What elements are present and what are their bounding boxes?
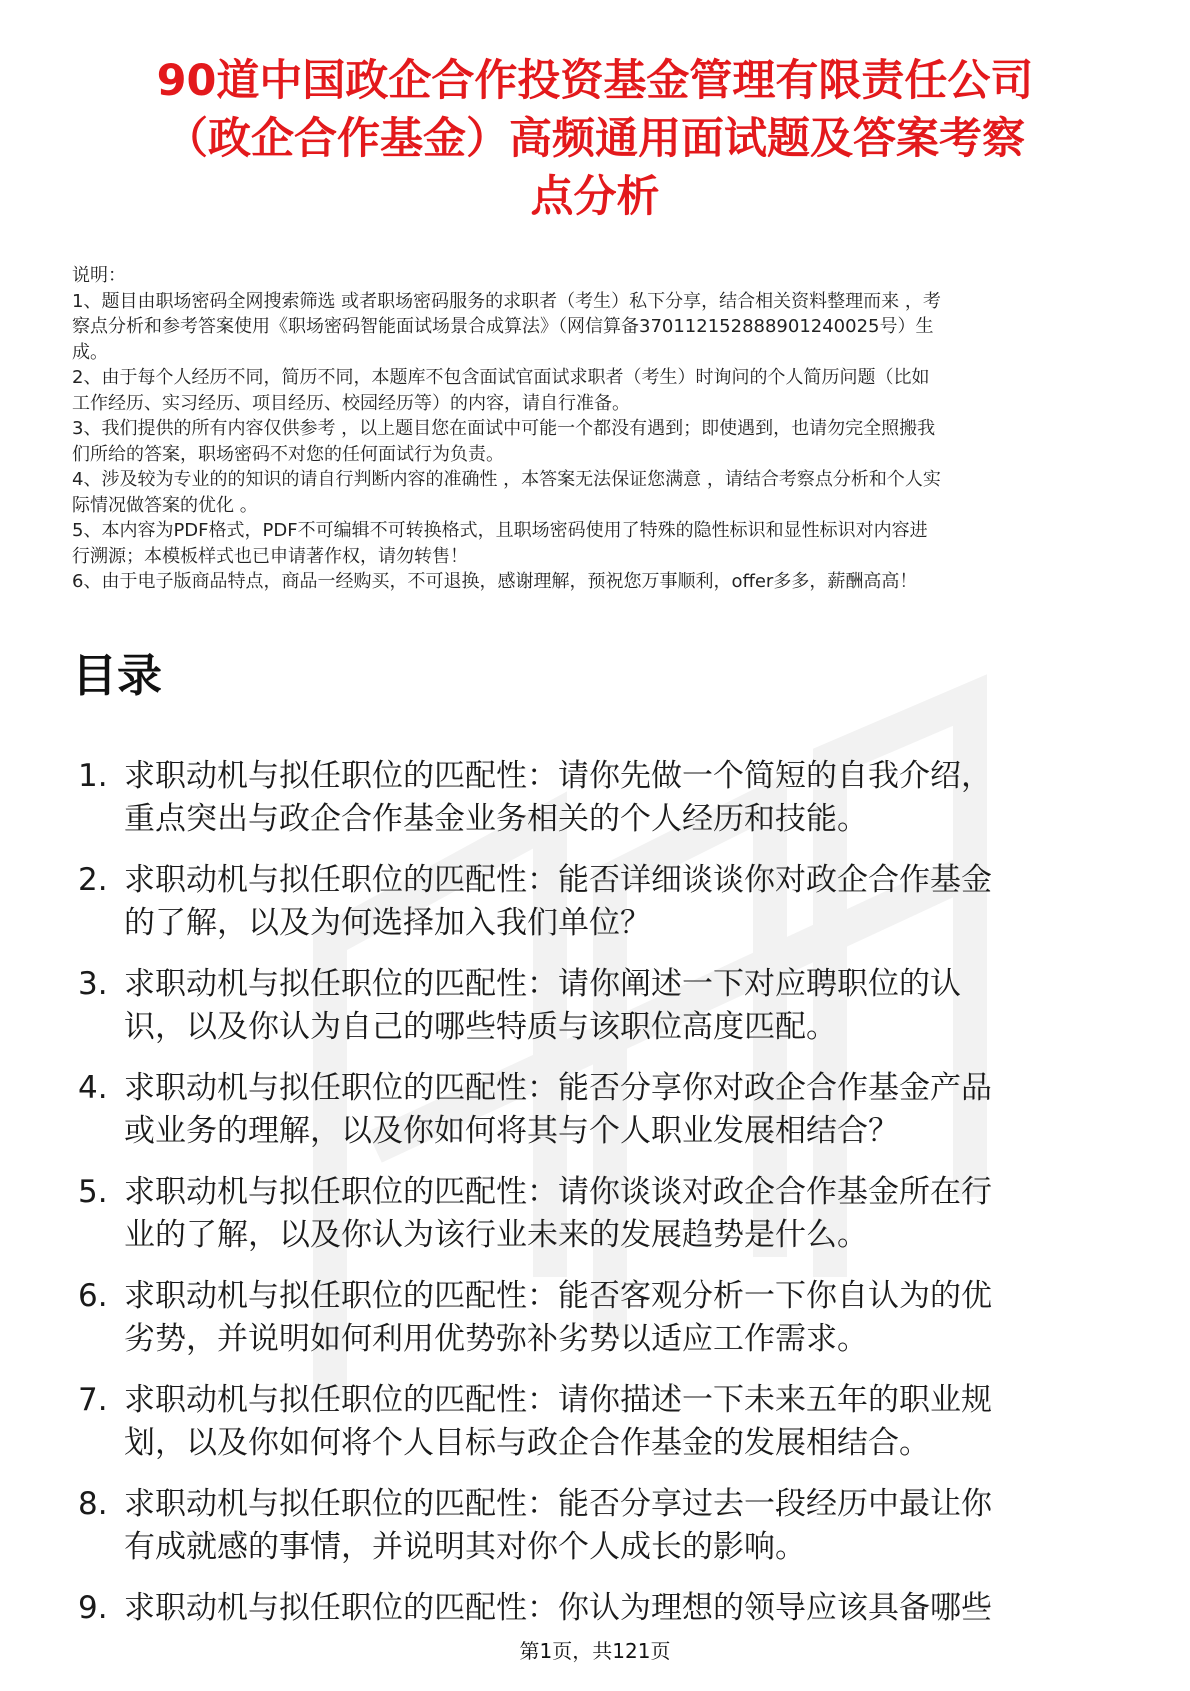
toc-list: [72, 755, 1132, 1691]
notes-line: 2、由于每个人经历不同，简历不同，本题库不包含面试官面试求职者（考生）时询问的个人简历问题（比如: [72, 367, 930, 388]
toc-item-line: 求职动机与拟任职位的匹配性：能否详细谈谈你对政企合作基金: [124, 862, 992, 898]
notes-line: 成。: [72, 341, 108, 363]
notes-line: 5、本内容为PDF格式，PDF不可编辑不可转换格式，且职场密码使用了特殊的隐性标识和显性标识对内容进: [72, 520, 928, 541]
notes-line: 4、涉及较为专业的的知识的请自行判断内容的准确性 ，本答案无法保证您满意 ，请结合考察点分析和个人实: [72, 469, 941, 490]
notes-line: 察点分析和参考答案使用《职场密码智能面试场景合成算法》（网信算备370112152888901240025号）生: [72, 316, 934, 337]
toc-item-line: 求职动机与拟任职位的匹配性：请你谈谈对政企合作基金所在行: [124, 1174, 992, 1210]
notes-line: 1、题目由职场密码全网搜索筛选 或者职场密码服务的求职者（考生）私下分享，结合相关资料整理而来 ，考: [72, 290, 941, 312]
toc-item-line: 业的了解，以及你认为该行业未来的发展趋势是什么。: [124, 1217, 868, 1253]
toc-item-line: 求职动机与拟任职位的匹配性：能否分享过去一段经历中最让你: [124, 1486, 992, 1522]
toc-item-line: 劣势，并说明如何利用优势弥补劣势以适应工作需求。: [124, 1321, 868, 1357]
toc-item-text: [124, 1587, 1134, 1630]
notes-section: [72, 263, 1122, 595]
toc-item-number: 5.: [78, 1174, 108, 1210]
toc-item-number: 1.: [78, 758, 108, 794]
notes-line: 们所给的答案，职场密码不对您的任何面试行为负责。: [72, 443, 504, 465]
toc-item-line: 求职动机与拟任职位的匹配性：请你描述一下未来五年的职业规: [124, 1382, 992, 1418]
title-line-2: （政企合作基金）高频通用面试题及答案考察: [165, 114, 1025, 164]
toc-item-text: [124, 755, 1134, 841]
notes-line: 3、我们提供的所有内容仅供参考 ，以上题目您在面试中可能一个都没有遇到；即使遇到，也请勿完全照搬我: [72, 418, 936, 439]
notes-line: 际情况做答案的优化 。: [72, 494, 258, 516]
toc-item-number: 4.: [78, 1070, 108, 1106]
toc-item[interactable]: [72, 859, 1132, 963]
notes-heading: 说明：: [72, 265, 126, 286]
notes-line: 工作经历、实习经历、项目经历、校园经历等）的内容，请自行准备。: [72, 392, 630, 414]
toc-item-line: 求职动机与拟任职位的匹配性：能否分享你对政企合作基金产品: [124, 1070, 992, 1106]
toc-item-line: 识，以及你认为自己的哪些特质与该职位高度匹配。: [124, 1009, 837, 1045]
toc-item-line: 的了解，以及为何选择加入我们单位？: [124, 905, 651, 941]
toc-item-text: [124, 1483, 1134, 1569]
toc-heading: 目录: [72, 649, 163, 702]
toc-item-line: 或业务的理解，以及你如何将其与个人职业发展相结合？: [124, 1113, 899, 1149]
toc-item-number: 2.: [78, 862, 108, 898]
notes-line: 行溯源；本模板样式也已申请著作权，请勿转售！: [72, 545, 468, 567]
toc-item[interactable]: [72, 1483, 1132, 1587]
toc-item[interactable]: [72, 963, 1132, 1067]
toc-item-line: 求职动机与拟任职位的匹配性：你认为理想的领导应该具备哪些: [124, 1590, 992, 1626]
toc-item-line: 重点突出与政企合作基金业务相关的个人经历和技能。: [124, 801, 868, 837]
toc-item-number: 7.: [78, 1382, 108, 1418]
toc-item-number: 9.: [78, 1590, 108, 1626]
toc-item[interactable]: [72, 1275, 1132, 1379]
toc-item-number: 8.: [78, 1486, 108, 1522]
toc-item-line: 求职动机与拟任职位的匹配性：请你阐述一下对应聘职位的认: [124, 966, 961, 1002]
page-footer: 第1页，共121页: [519, 1639, 671, 1663]
toc-item-text: [124, 1171, 1134, 1257]
toc-item-number: 6.: [78, 1278, 108, 1314]
title-line-3: 点分析: [530, 172, 660, 222]
document-title: [70, 52, 1120, 226]
toc-item[interactable]: [72, 1067, 1132, 1171]
toc-item-number: 3.: [78, 966, 108, 1002]
notes-line: 6、由于电子版商品特点，商品一经购买，不可退换，感谢理解，预祝您万事顺利，offer多多，薪酬高高！: [72, 571, 918, 592]
toc-item-line: 有成就感的事情，并说明其对你个人成长的影响。: [124, 1529, 806, 1565]
title-line-1: 90道中国政企合作投资基金管理有限责任公司: [156, 56, 1034, 106]
toc-item-line: 划，以及你如何将个人目标与政企合作基金的发展相结合。: [124, 1425, 930, 1461]
toc-item-text: [124, 1379, 1134, 1465]
toc-item[interactable]: [72, 1379, 1132, 1483]
toc-item[interactable]: [72, 755, 1132, 859]
toc-item-line: 求职动机与拟任职位的匹配性：请你先做一个简短的自我介绍，: [124, 758, 992, 794]
toc-item-line: 求职动机与拟任职位的匹配性：能否客观分析一下你自认为的优: [124, 1278, 992, 1314]
toc-item-text: [124, 1067, 1134, 1153]
toc-item-text: [124, 1275, 1134, 1361]
toc-item-text: [124, 859, 1134, 945]
toc-item[interactable]: [72, 1171, 1132, 1275]
toc-item-text: [124, 963, 1134, 1049]
